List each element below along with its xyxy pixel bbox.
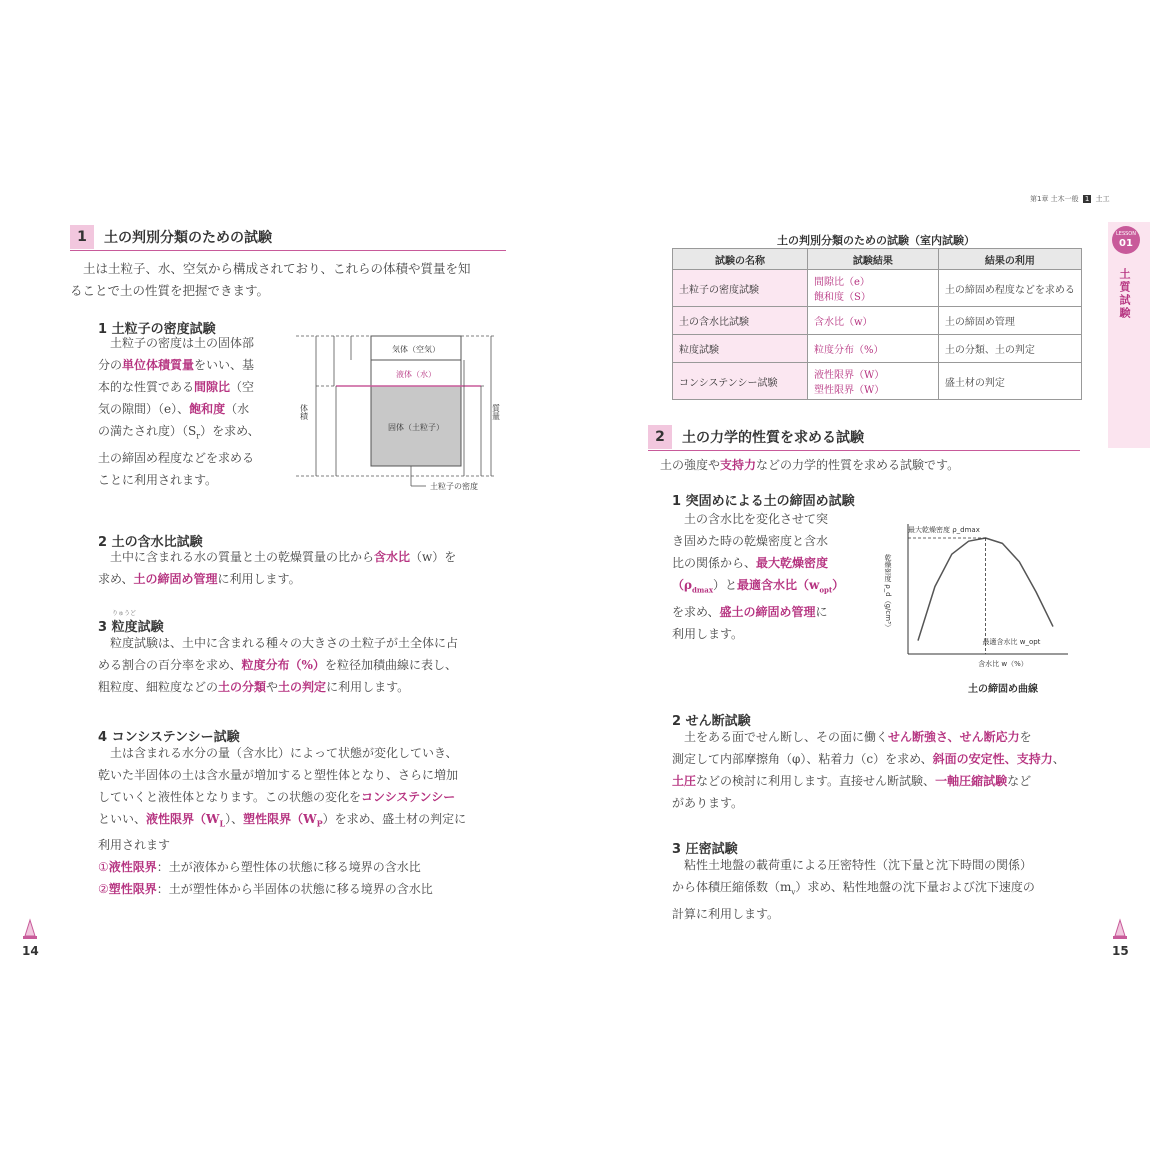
- sub4-item-2-mark: ②: [98, 882, 109, 897]
- r-sub2-keyword-bearing: 支持力: [1016, 752, 1053, 766]
- table-header-use: 結果の利用: [938, 249, 1081, 270]
- sub4-keyword-consistency: コンシステンシー: [361, 790, 456, 804]
- diagram-caption: 土粒子の密度: [430, 482, 478, 491]
- table-cell-name: コンシステンシー試験: [673, 363, 808, 400]
- table-cell-use: 土の分類、土の判定: [938, 335, 1081, 363]
- section-2-number: 2: [648, 425, 672, 449]
- r-sub3-t1: から体積圧縮係数（m: [672, 880, 792, 894]
- sub1-text: [98, 332, 293, 491]
- r-sub1-title: 1 突固めによる土の締固め試験: [672, 494, 855, 509]
- sub3-keyword-classification: 土の分類: [218, 680, 267, 694]
- sub4-line-1: 土は含まれる水分の量（含水比）によって状態が変化していき、: [110, 746, 458, 760]
- test-table: [672, 248, 1082, 400]
- sub4-text: [98, 742, 518, 900]
- sub3-t4: や: [266, 680, 279, 694]
- sub4-line-5: 利用されます: [98, 838, 171, 853]
- sub3-keyword-grain-size: 粒度分布（%）: [241, 658, 325, 672]
- sub1-t5: 気の隙間）（e）、: [98, 402, 190, 416]
- table-cell-name: 土の含水比試験: [673, 307, 808, 335]
- side-tab-label: 土質試験: [1118, 268, 1131, 320]
- left-page-number: 14: [22, 944, 39, 958]
- sub1-t2: をいい、基: [194, 358, 255, 372]
- x-axis-label: 含水比 w（%）: [978, 660, 1028, 668]
- r-sub2-sep3: 、: [1052, 752, 1065, 766]
- sub4-item-1: [98, 856, 518, 878]
- r-sub1-line-4: [672, 574, 862, 601]
- sub1-title: 1 土粒子の密度試験: [98, 322, 216, 337]
- sub3-text: [98, 632, 518, 698]
- sub3-line-3: [98, 676, 518, 698]
- r-sub2-keyword-slope: 斜面の安定性: [932, 752, 1005, 766]
- sub4-pl: 塑性限界（W: [243, 812, 317, 826]
- header-section: 土工: [1095, 195, 1110, 203]
- table-cell-result: 間隙比（e） 飽和度（S）: [807, 270, 938, 307]
- r-sub3-title: 3 圧密試験: [672, 842, 738, 857]
- y-axis-label: 乾燥密度 ρ_d（g/cm³）: [884, 554, 892, 631]
- sub1-t7: の満たされ度）（S: [98, 424, 197, 438]
- sub4-line-2: 乾いた半固体の土は含水量が増加すると塑性体となり、さらに増加: [98, 768, 459, 782]
- running-header: [1030, 194, 1110, 204]
- sub1-t4: （空: [230, 380, 255, 394]
- r-sub1-w-t: （w: [797, 578, 820, 592]
- lesson-badge-top: LESSON: [1116, 231, 1136, 237]
- sub4-ll: 液性限界（W: [146, 812, 220, 826]
- diagram-water-label: 液体（水）: [396, 370, 436, 379]
- table-row: [673, 363, 1082, 400]
- r-sub2-keyword-uniaxial: 一軸圧縮試験: [935, 774, 1008, 788]
- sub4-line-3: [98, 786, 518, 808]
- table-cell-result: 粒度分布（%）: [807, 335, 938, 363]
- sub3-t1: める割合の百分率を求め、: [98, 658, 242, 672]
- sub1-line-6: 土の締固め程度などを求める: [98, 451, 255, 466]
- left-intro-line-1: 土は土粒子、水、空気から構成されており、これらの体積や質量を知: [83, 261, 471, 276]
- sub3-title: 3 粒度試験: [98, 620, 164, 635]
- opt-water-label: 最適含水比 w_opt: [982, 638, 1041, 646]
- sub4-item-2-term: 塑性限界: [108, 882, 157, 897]
- header-chapter: 第1章 土木一般: [1030, 195, 1079, 203]
- sub1-keyword-void-ratio: 間隙比: [194, 380, 231, 394]
- sub4-item-2: [98, 878, 518, 900]
- sub2-keyword-water-content: 含水比: [374, 550, 411, 564]
- right-intro: [660, 454, 1080, 476]
- chart-title: 土の締固め曲線: [968, 684, 1038, 695]
- r-sub2-t4: などの検討に利用します。直接せん断試験、: [696, 774, 936, 788]
- table-row: [673, 307, 1082, 335]
- table-cell-name: 粒度試験: [673, 335, 808, 363]
- r-sub3-line-3: 計算に利用します。: [672, 907, 780, 922]
- diagram-air-label: 気体（空気）: [392, 345, 440, 354]
- r-sub1-t2: ）と: [713, 578, 738, 592]
- left-intro-line-2: ることで土の性質を把握できます。: [70, 283, 270, 298]
- table-row: [673, 270, 1082, 307]
- table-header-result: 試験結果: [807, 249, 938, 270]
- sub1-t6: （水: [225, 402, 250, 416]
- sub2-t1: 土中に含まれる水の質量と土の乾燥質量の比から: [110, 550, 375, 564]
- sub3-t3: 粗粒度、細粒度などの: [98, 680, 219, 694]
- table-cell-result: 液性限界（W） 塑性限界（W）: [807, 363, 938, 400]
- sub1-t: 分の: [98, 358, 123, 372]
- sub4-item-1-desc: ：土が液体から塑性体の状態に移る境界の含水比: [156, 860, 421, 875]
- diagram-solid-label: 固体（土粒子）: [388, 423, 444, 432]
- r-sub1-line-6: 利用します。: [672, 627, 744, 642]
- sub4-t2: といい、: [98, 812, 147, 826]
- table-title: 土の判別分類のための試験（室内試験）: [777, 234, 975, 247]
- r-sub2-t2: を: [1019, 730, 1032, 744]
- r-sub2-t5: など: [1007, 774, 1032, 788]
- sub3-line-2: [98, 654, 518, 676]
- table-header-row: [673, 249, 1082, 270]
- right-intro-t2: などの力学的性質を求める試験です。: [756, 458, 960, 472]
- sub1-line-7: ことに利用されます。: [98, 473, 218, 488]
- r-sub2-t3: 測定して内部摩擦角（φ）、粘着力（c）を求め、: [672, 752, 933, 766]
- lesson-badge: [1112, 226, 1140, 254]
- table-cell-use: 土の締固め程度などを求める: [938, 270, 1081, 307]
- r-sub3-text: [672, 854, 1092, 925]
- max-density-label: 最大乾燥密度 ρ_dmax: [908, 526, 980, 534]
- r-sub2-text: [672, 726, 1092, 814]
- r-sub1-t3: を求め、: [672, 605, 720, 620]
- r-sub1-t1: 比の関係から、: [672, 556, 757, 570]
- sub1-line-1: 土粒子の密度は土の固体部: [110, 336, 255, 350]
- r-sub2-line-3: [672, 770, 1092, 792]
- r-sub2-line-4: があります。: [672, 796, 744, 810]
- sub1-line-2: [98, 354, 293, 376]
- section-1-title: 土の判別分類のための試験: [104, 230, 272, 246]
- sub1-keyword-saturation: 飽和度: [189, 402, 226, 416]
- sub1-line-5: の満たされ度）$(S_r)$を求め、: [98, 424, 260, 441]
- r-sub1-t4: に: [815, 605, 828, 620]
- sub3-ruby: りゅうど: [112, 610, 137, 617]
- r-sub1-line-3: [672, 552, 862, 574]
- table-cell-result: 含水比（w）: [807, 307, 938, 335]
- sub1-line-3: [98, 376, 293, 398]
- side-tab: [1108, 222, 1150, 448]
- r-sub2-keyword-shear-strength: せん断強さ: [888, 730, 948, 744]
- sub2-title: 2 土の含水比試験: [98, 535, 203, 550]
- r-sub1-keyword-max-density: 最大乾燥密度: [756, 556, 829, 570]
- traffic-cone-icon: [22, 918, 38, 940]
- r-sub2-line-2: [672, 748, 1092, 770]
- sub3-t5: に利用します。: [326, 680, 410, 694]
- sub1-t3: 本的な性質である: [98, 380, 195, 394]
- diagram-mass-label: 質量: [491, 404, 501, 420]
- r-sub1-rho-t: （ρ: [672, 578, 692, 592]
- r-sub1-rho: （$\rho_{dmax}$: [672, 578, 713, 595]
- right-page-number: 15: [1112, 944, 1129, 958]
- r-sub2-keyword-shear-stress: せん断応力: [959, 730, 1020, 744]
- section-1-number: 1: [70, 225, 94, 249]
- left-intro: [70, 258, 510, 302]
- soil-phase-diagram: [296, 326, 511, 498]
- section-1-heading: [70, 224, 506, 251]
- sub2-line-2: [98, 568, 518, 590]
- r-sub1-text: [672, 508, 862, 645]
- sub4-t1: していくと液性体となります。この状態の変化を: [98, 790, 362, 804]
- r-sub2-title: 2 せん断試験: [672, 714, 751, 729]
- sub4-line-4: [98, 808, 518, 834]
- sub1-t8: ）を求め、: [200, 424, 260, 438]
- sub2-t3: 求め、: [98, 572, 134, 586]
- right-intro-keyword: 支持力: [720, 458, 757, 472]
- sub1-line-4: [98, 398, 293, 420]
- table-cell-use: 土の締固め管理: [938, 307, 1081, 335]
- diagram-volume-label: 体積: [299, 404, 309, 420]
- r-sub1-keyword-opt-water: 最適含水比: [737, 578, 798, 592]
- sub4-title: 4 コンシステンシー試験: [98, 730, 240, 745]
- r-sub1-keyword-fill-compaction: 盛土の締固め管理: [719, 605, 816, 620]
- sub4-item-1-mark: ①: [98, 860, 109, 875]
- r-sub2-sep: 、: [947, 730, 960, 744]
- table-header-name: 試験の名称: [673, 249, 808, 270]
- r-sub1-line-5: [672, 601, 862, 623]
- r-sub2-keyword-earth-pressure: 土圧: [672, 774, 697, 788]
- sub4-item-1-term: 液性限界: [108, 860, 157, 875]
- sub2-t2: （w）を: [410, 550, 457, 564]
- sub3-t2: を粒径加積曲線に表し、: [324, 658, 457, 672]
- sub2-text: [98, 546, 518, 590]
- r-sub2-line-1: [672, 726, 1092, 748]
- table-cell-use: 盛土材の判定: [938, 363, 1081, 400]
- sub4-keyword-liquid-limit: 液性限界（$W_L$: [146, 812, 226, 829]
- sub2-line-1: [98, 546, 518, 568]
- section-2-title: 土の力学的性質を求める試験: [682, 430, 864, 446]
- sub4-keyword-plastic-limit: 塑性限界（$W_P$: [243, 812, 323, 829]
- header-section-badge: 1: [1084, 195, 1090, 203]
- sub4-item-2-desc: ：土が塑性体から半固体の状態に移る境界の含水比: [156, 882, 433, 897]
- r-sub1-w: $(w_{opt})$: [797, 578, 845, 595]
- section-2-heading: [648, 424, 1080, 451]
- right-intro-t1: 土の強度や: [660, 458, 721, 472]
- sub2-t4: に利用します。: [217, 572, 301, 586]
- r-sub2-sep2: 、: [1004, 752, 1017, 766]
- table-row: [673, 335, 1082, 363]
- sub3-line-1: 粒度試験は、土中に含まれる種々の大きさの土粒子が土全体に占: [110, 636, 459, 650]
- sub1-keyword-unit-mass: 単位体積質量: [122, 358, 195, 372]
- r-sub2-t1: 土をある面でせん断し、その面に働く: [684, 730, 889, 744]
- sub2-keyword-compaction: 土の締固め管理: [133, 572, 218, 586]
- sub4-t4: ）を求め、盛土材の判定に: [322, 812, 467, 826]
- sub3-keyword-judgement: 土の判定: [278, 680, 327, 694]
- table-cell-name: 土粒子の密度試験: [673, 270, 808, 307]
- traffic-cone-icon: [1112, 918, 1128, 940]
- r-sub3-t2: ）求め、粘性地盤の沈下量および沈下速度の: [795, 880, 1035, 894]
- r-sub3-line-2: から体積圧縮係数$(m_v)$求め、粘性地盤の沈下量および沈下速度の: [672, 880, 1035, 897]
- compaction-curve-chart: [870, 514, 1075, 699]
- r-sub1-line-2: き固めた時の乾燥密度と含水: [672, 534, 829, 548]
- sub4-t3: ）、: [225, 812, 244, 826]
- lesson-badge-num: 01: [1119, 238, 1133, 249]
- r-sub3-line-1: 粘性土地盤の載荷重による圧密特性（沈下量と沈下時間の関係）: [684, 858, 1033, 872]
- r-sub1-line-1: 土の含水比を変化させて突: [684, 512, 829, 526]
